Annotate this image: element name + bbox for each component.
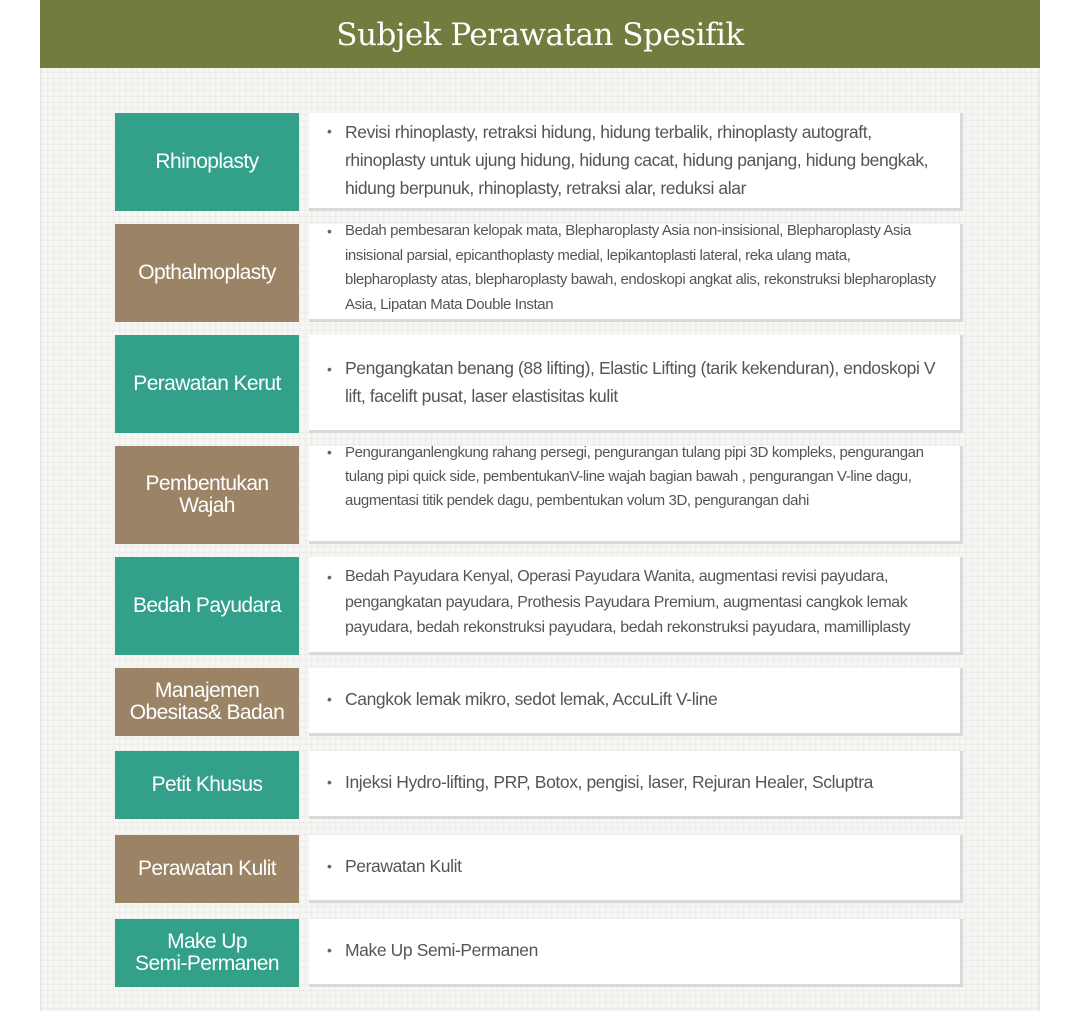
treatment-row-rhinoplasty: [115, 113, 965, 211]
treatment-row-perawatan-kerut: [115, 335, 965, 433]
category-label-line-2: Obesitas& Badan: [129, 701, 285, 724]
category-description-box: [309, 113, 963, 211]
category-label: [115, 919, 299, 987]
bullet-icon: •: [327, 223, 332, 239]
treatment-row-bedah-payudara: [115, 557, 965, 655]
category-description-box: [309, 446, 963, 544]
treatment-row-perawatan-kulit: [115, 835, 965, 903]
page-title: Subjek Perawatan Spesifik: [40, 0, 1040, 68]
category-description-box: [309, 835, 963, 903]
category-label: [115, 668, 299, 736]
category-description: Bedah pembesaran kelopak mata, Blepharoplasty Asia non-insisional, Blepharoplasty Asia insisional parsial, epicanthoplasty medial, lepikantoplasti lateral, reka ulang mata, blepharoplasty atas, blepharoplasty bawah, endoskopi angkat alis, rekonstruksi blepharoplasty Asia, Lipatan Mata Double Instan: [345, 222, 936, 313]
category-label-line-1: Manajemen: [154, 679, 260, 702]
category-description: Penguranganlengkung rahang persegi, pengurangan tulang pipi 3D kompleks, pengurangan tulang pipi quick side, pembentukanV-line wajah bagian bawah , pengurangan V-line dagu, augmentasi titik pendek dagu, pembentukan volum 3D, pengurangan dahi: [345, 444, 924, 509]
category-label: [115, 446, 299, 544]
category-description: Revisi rhinoplasty, retraksi hidung, hidung terbalik, rhinoplasty autograft, rhinoplasty untuk ujung hidung, hidung cacat, hidung panjang, hidung bengkak, hidung berpunuk, rhinoplasty, retraksi alar, reduksi alar: [345, 122, 929, 198]
category-label: Petit Khusus: [115, 751, 299, 819]
category-label-line-1: Pembentukan: [145, 472, 269, 495]
treatment-row-manajemen-obesitas: [115, 668, 965, 736]
category-label: Rhinoplasty: [115, 113, 299, 211]
category-description-box: [309, 557, 963, 655]
bullet-icon: •: [327, 858, 332, 874]
category-description: Pengangkatan benang (88 lifting), Elastic Lifting (tarik kekenduran), endoskopi V lift, facelift pusat, laser elastisitas kulit: [345, 358, 936, 406]
category-description: Cangkok lemak mikro, sedot lemak, AccuLift V-line: [345, 689, 718, 709]
category-label: Bedah Payudara: [115, 557, 299, 655]
bullet-icon: •: [327, 361, 332, 377]
category-description-box: [309, 751, 963, 819]
treatment-row-make-up: [115, 919, 965, 987]
category-label: Perawatan Kerut: [115, 335, 299, 433]
category-label: Perawatan Kulit: [115, 835, 299, 903]
category-description: Bedah Payudara Kenyal, Operasi Payudara Wanita, augmentasi revisi payudara, pengangkatan payudara, Prothesis Payudara Premium, augmentasi cangkok lemak payudara, bedah rekonstruksi payudara, bedah rekonstruksi payudara, mamilliplasty: [345, 568, 911, 636]
bullet-icon: •: [327, 569, 332, 585]
category-label-line-1: Make Up: [167, 930, 247, 953]
bullet-icon: •: [327, 942, 332, 958]
category-description-box: [309, 335, 963, 433]
bullet-icon: •: [327, 774, 332, 790]
category-description-box: [309, 224, 963, 322]
category-description: Make Up Semi-Permanen: [345, 940, 538, 960]
bullet-icon: •: [327, 691, 332, 707]
bullet-icon: •: [327, 123, 332, 139]
category-description: Perawatan Kulit: [345, 856, 462, 876]
treatment-row-opthalmoplasty: [115, 224, 965, 322]
category-label: Opthalmoplasty: [115, 224, 299, 322]
category-description-box: [309, 668, 963, 736]
category-description-box: [309, 919, 963, 987]
category-label-line-2: Semi-Permanen: [135, 952, 279, 975]
category-description: Injeksi Hydro-lifting, PRP, Botox, pengisi, laser, Rejuran Healer, Scluptra: [345, 772, 874, 792]
treatment-row-pembentukan-wajah: [115, 446, 965, 544]
treatment-row-petit-khusus: [115, 751, 965, 819]
bullet-icon: •: [327, 444, 332, 460]
category-label-line-2: Wajah: [179, 494, 235, 517]
